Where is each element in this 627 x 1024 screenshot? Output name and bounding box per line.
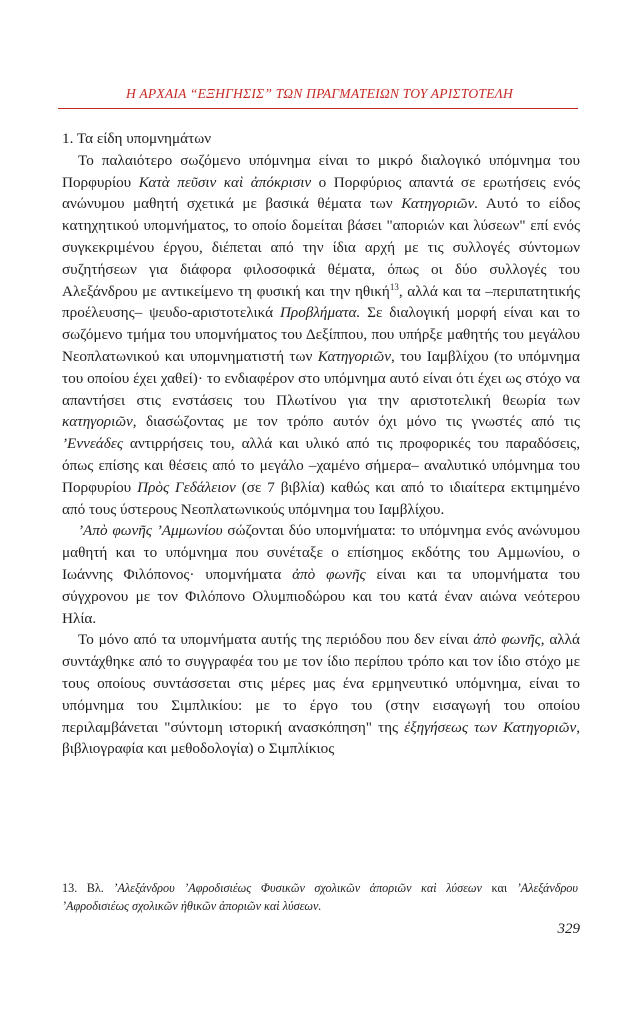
p1-italic-5: κατηγοριῶν — [62, 413, 133, 431]
paragraph-3 — [62, 629, 580, 760]
p1-text-2: ο Πορφύριος απαντά σε ερωτήσεις ενός ανώνυμου μαθητή σχετικά με βασικά θέματα των — [62, 173, 580, 213]
page-number: 329 — [557, 921, 580, 937]
p1-text-7: , διασώζοντας με τον τρόπο αυτόν όχι μόνο τις γνωστές από τις — [132, 413, 580, 431]
p1-text-9: (σε 7 βιβλία) καθώς και από το ιδιαίτερα εκτιμημένο από τους ύστερους Νεοπλατωνικούς υπόμνημα του Ιαμβλίχου. — [62, 478, 580, 518]
p2-text-2: είναι και τα υπομνήματα του σύγχρονου με τον Φιλόπονο Ολυμπιοδώρου και του κατά έναν αιώνα νεότερου Ηλία. — [62, 565, 580, 627]
footnote-italic-1: ’Αλεξάνδρου ’Αφροδισιέως Φυσικῶν σχολικῶν ἀποριῶν καὶ λύσεων — [113, 881, 482, 895]
p2-italic-1: ’Απὸ φωνῆς ’Αμμωνίου — [78, 522, 223, 540]
p3-text-2: , αλλά συντάχθηκε από το συγγραφέα του με τον ίδιο περίπου τρόπο και τον ίδιο στόχο με τους οποίους συντάσσεται στις μέρες μας ένα ερμηνευτικό υπόμνημα, είναι το υπόμνημα του Σιμπλικίου: με το έργο του (στην εισαγωγή του οποίου περιλαμβάνεται "σύντομη ιστορική ανασκόπηση" της — [62, 631, 580, 736]
paragraph-1 — [62, 150, 580, 521]
p3-italic-1: ἀπὸ φωνῆς — [473, 631, 541, 649]
footnote-text-1: 13. Βλ. — [62, 881, 114, 895]
p2-text-1: σώζονται δύο υπομνήματα: το υπόμνημα ενός ανώνυμου μαθητή και το υπόμνημα που συνέταξε ο επίσημος εκδότης του Αμμωνίου, ο Ιωάννης Φιλόπονος· υπομνήματα — [62, 522, 580, 583]
p1-italic-7: Πρὸς Γεδάλειον — [137, 478, 236, 496]
p1-italic-3: Προβλήματα. — [279, 304, 361, 322]
running-header: Η ΑΡΧΑΙΑ “ΕΞΗΓΗΣΙΣ” ΤΩΝ ΠΡΑΓΜΑΤΕΙΩΝ ΤΟΥ ΑΡΙΣΤΟΤΕΛΗ — [125, 86, 514, 101]
p1-text-4: , αλλά και τα –περιπατητικής προέλευσης– ψευδο-αριστοτελικά — [62, 282, 580, 322]
section-heading: 1. Τα είδη υπομνημάτων — [62, 130, 212, 147]
p1-text-6: , του Ιαμβλίχου (το υπόμνημα του οποίου έχει χαθεί)· το ενδιαφέρον στο υπόμνημα αυτό είναι ότι έχει ως στόχο να απαντήσει στις ενστάσεις του Πλωτίνου για την αριστοτελική θεωρία των — [62, 347, 580, 409]
footnote-13 — [62, 880, 578, 915]
p1-text-8: αντιρρήσεις του, αλλά και υλικό από τις προφορικές του παραδόσεις, όπως επίσης και θέσεις από το μεγάλο –χαμένο σήμερα– αναλυτικό υπόμνημα του Πορφυρίου — [62, 435, 580, 496]
p1-italic-6: ’Εννεάδες — [62, 435, 123, 453]
header-rule — [58, 108, 578, 109]
footnote-italic-2: ’Αλεξάνδρου ’Αφροδισιέως σχολικῶν ἠθικῶν ἀποριῶν καὶ λύσεων. — [62, 881, 578, 913]
p1-italic-2: Κατηγοριῶν. — [401, 195, 479, 213]
p3-text-1: Το μόνο από τα υπομνήματα αυτής της περιόδου που δεν είναι — [78, 631, 474, 649]
p1-italic-4: Κατηγοριῶν — [317, 347, 391, 365]
p1-italic-1: Κατὰ πεῦσιν καὶ ἀπόκρισιν — [138, 173, 312, 191]
paragraph-2 — [62, 520, 580, 629]
main-text — [62, 128, 580, 760]
p1-text-1: Το παλαιότερο σωζόμενο υπόμνημα είναι το μικρό διαλογικό υπόμνημα του Πορφυρίου — [62, 151, 580, 191]
p1-text-5: Σε διαλογική μορφή είναι και το σωζόμενο τμήμα του υπομνήματος του Δεξίππου, που υπήρξε μαθητής του μεγάλου Νεοπλατωνικού και υπομνηματιστή των — [62, 304, 580, 365]
p2-italic-2: ἀπὸ φωνῆς — [292, 565, 366, 583]
p3-text-3: , βιβλιογραφία και μεθοδολογία) ο Σιμπλίκιος — [62, 718, 580, 758]
p3-italic-2: ἐξηγήσεως των Κατηγοριῶν — [404, 718, 577, 736]
p1-text-3: Αυτό το είδος κατηχητικού υπομνήματος, το οποίο δομείται βάσει "αποριών και λύσεων" επί ενός συγκεκριμένου έργου, διέπεται από την ίδια αρχή με τις συλλογές σύντομων συζητήσεων για διάφορα φιλοσοφικά θέματα, όπως οι δύο συλλογές του Αλεξάνδρου με αντικείμενο τη φυσική και την ηθική — [62, 195, 581, 300]
footnote-text-2: και — [481, 881, 517, 895]
footnote-ref-13[interactable]: 13 — [389, 281, 399, 292]
